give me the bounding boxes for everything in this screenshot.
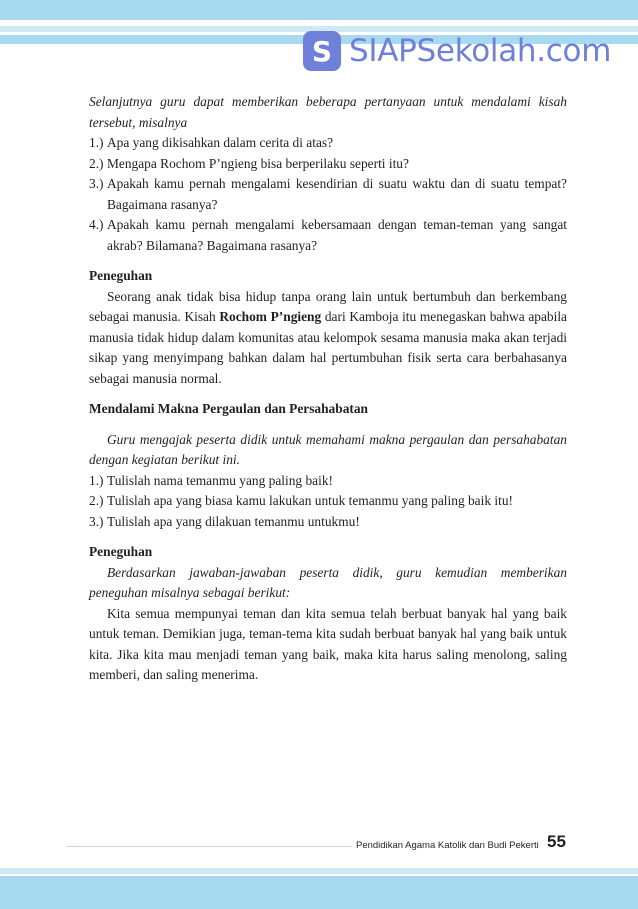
section-intro: Guru mengajak peserta didik untuk memahami makna pergaulan dan persahabatan dengan kegiatan berikut ini.	[89, 431, 567, 467]
paragraph-text: Seorang anak tidak bisa hidup tanpa orang lain untuk bertumbuh dan berkembang sebagai manusia. Kisah	[89, 288, 567, 324]
section-heading: Peneguhan	[89, 268, 153, 283]
section-heading: Mendalami Makna Pergaulan dan Persahabatan	[89, 401, 368, 416]
activity-number: 1.)	[89, 472, 104, 488]
question-number: 2.)	[89, 155, 104, 171]
activity-item	[89, 491, 567, 512]
activity-number: 2.)	[89, 493, 104, 508]
question-text: Apakah kamu pernah mengalami kesendirian di suatu waktu dan di suatu tempat? Bagaimana rasanya?	[107, 176, 567, 212]
section-paragraph	[89, 287, 567, 390]
page-content	[89, 92, 567, 686]
footer-divider	[66, 846, 352, 847]
activity-item	[89, 471, 567, 492]
section-heading: Peneguhan	[89, 544, 153, 559]
logo-text: SIAPSekolah.com	[349, 33, 612, 69]
section-paragraph: Kita semua mempunyai teman dan kita semua telah berbuat banyak hal yang baik untuk teman. Demikian juga, teman-tema kita sudah berbuat banyak hal yang baik untuk kita. Jika kita mau menjadi teman yang baik, maka kita harus saling menolong, saling memberi, dan saling menerima.	[89, 605, 567, 682]
paragraph-text: dari Kamboja itu menegaskan bahwa apabila manusia tidak hidup dalam komunitas atau kelompok sesama manusia maka akan terjadi sikap yang menyimpang bahkan dalam hal pertumbuhan fisik serta cara berbahasanya sebagai manusia normal.	[89, 309, 567, 386]
question-text: Apakah kamu pernah mengalami kebersamaan dengan teman-teman yang sangat akrab? Bilamana? Bagaimana rasanya?	[107, 217, 567, 253]
activity-text: Tulislah apa yang biasa kamu lakukan untuk temanmu yang paling baik itu!	[107, 493, 513, 508]
question-item	[89, 174, 567, 215]
question-item	[89, 133, 567, 154]
activity-text: Tulislah apa yang dilakuan temanmu untukmu!	[107, 513, 360, 529]
page-number: 55	[547, 832, 566, 851]
question-number: 1.)	[89, 135, 104, 150]
question-number: 3.)	[89, 176, 104, 191]
question-item	[89, 154, 567, 175]
question-number: 4.)	[89, 217, 104, 232]
logo-badge-icon: S	[303, 31, 341, 71]
site-logo	[303, 26, 611, 76]
activity-text: Tulislah nama temanmu yang paling baik!	[107, 472, 333, 488]
book-title: Pendidikan Agama Katolik dan Budi Pekerti	[356, 840, 539, 851]
story-name: Rochom P’ngieng	[219, 309, 322, 324]
question-text: Mengapa Rochom P’ngieng bisa berperilaku seperti itu?	[107, 155, 409, 171]
question-item	[89, 215, 567, 256]
section-intro: Berdasarkan jawaban-jawaban peserta didik, guru kemudian memberikan peneguhan misalnya sebagai berikut:	[89, 564, 567, 600]
top-band	[0, 0, 638, 20]
bottom-stripe	[0, 868, 638, 874]
activity-number: 3.)	[89, 513, 104, 529]
question-text: Apa yang dikisahkan dalam cerita di atas?	[107, 135, 334, 150]
activity-item	[89, 512, 567, 533]
bottom-band	[0, 876, 638, 909]
intro-text: Selanjutnya guru dapat memberikan beberapa pertanyaan untuk mendalami kisah tersebut, misalnya	[89, 94, 567, 130]
